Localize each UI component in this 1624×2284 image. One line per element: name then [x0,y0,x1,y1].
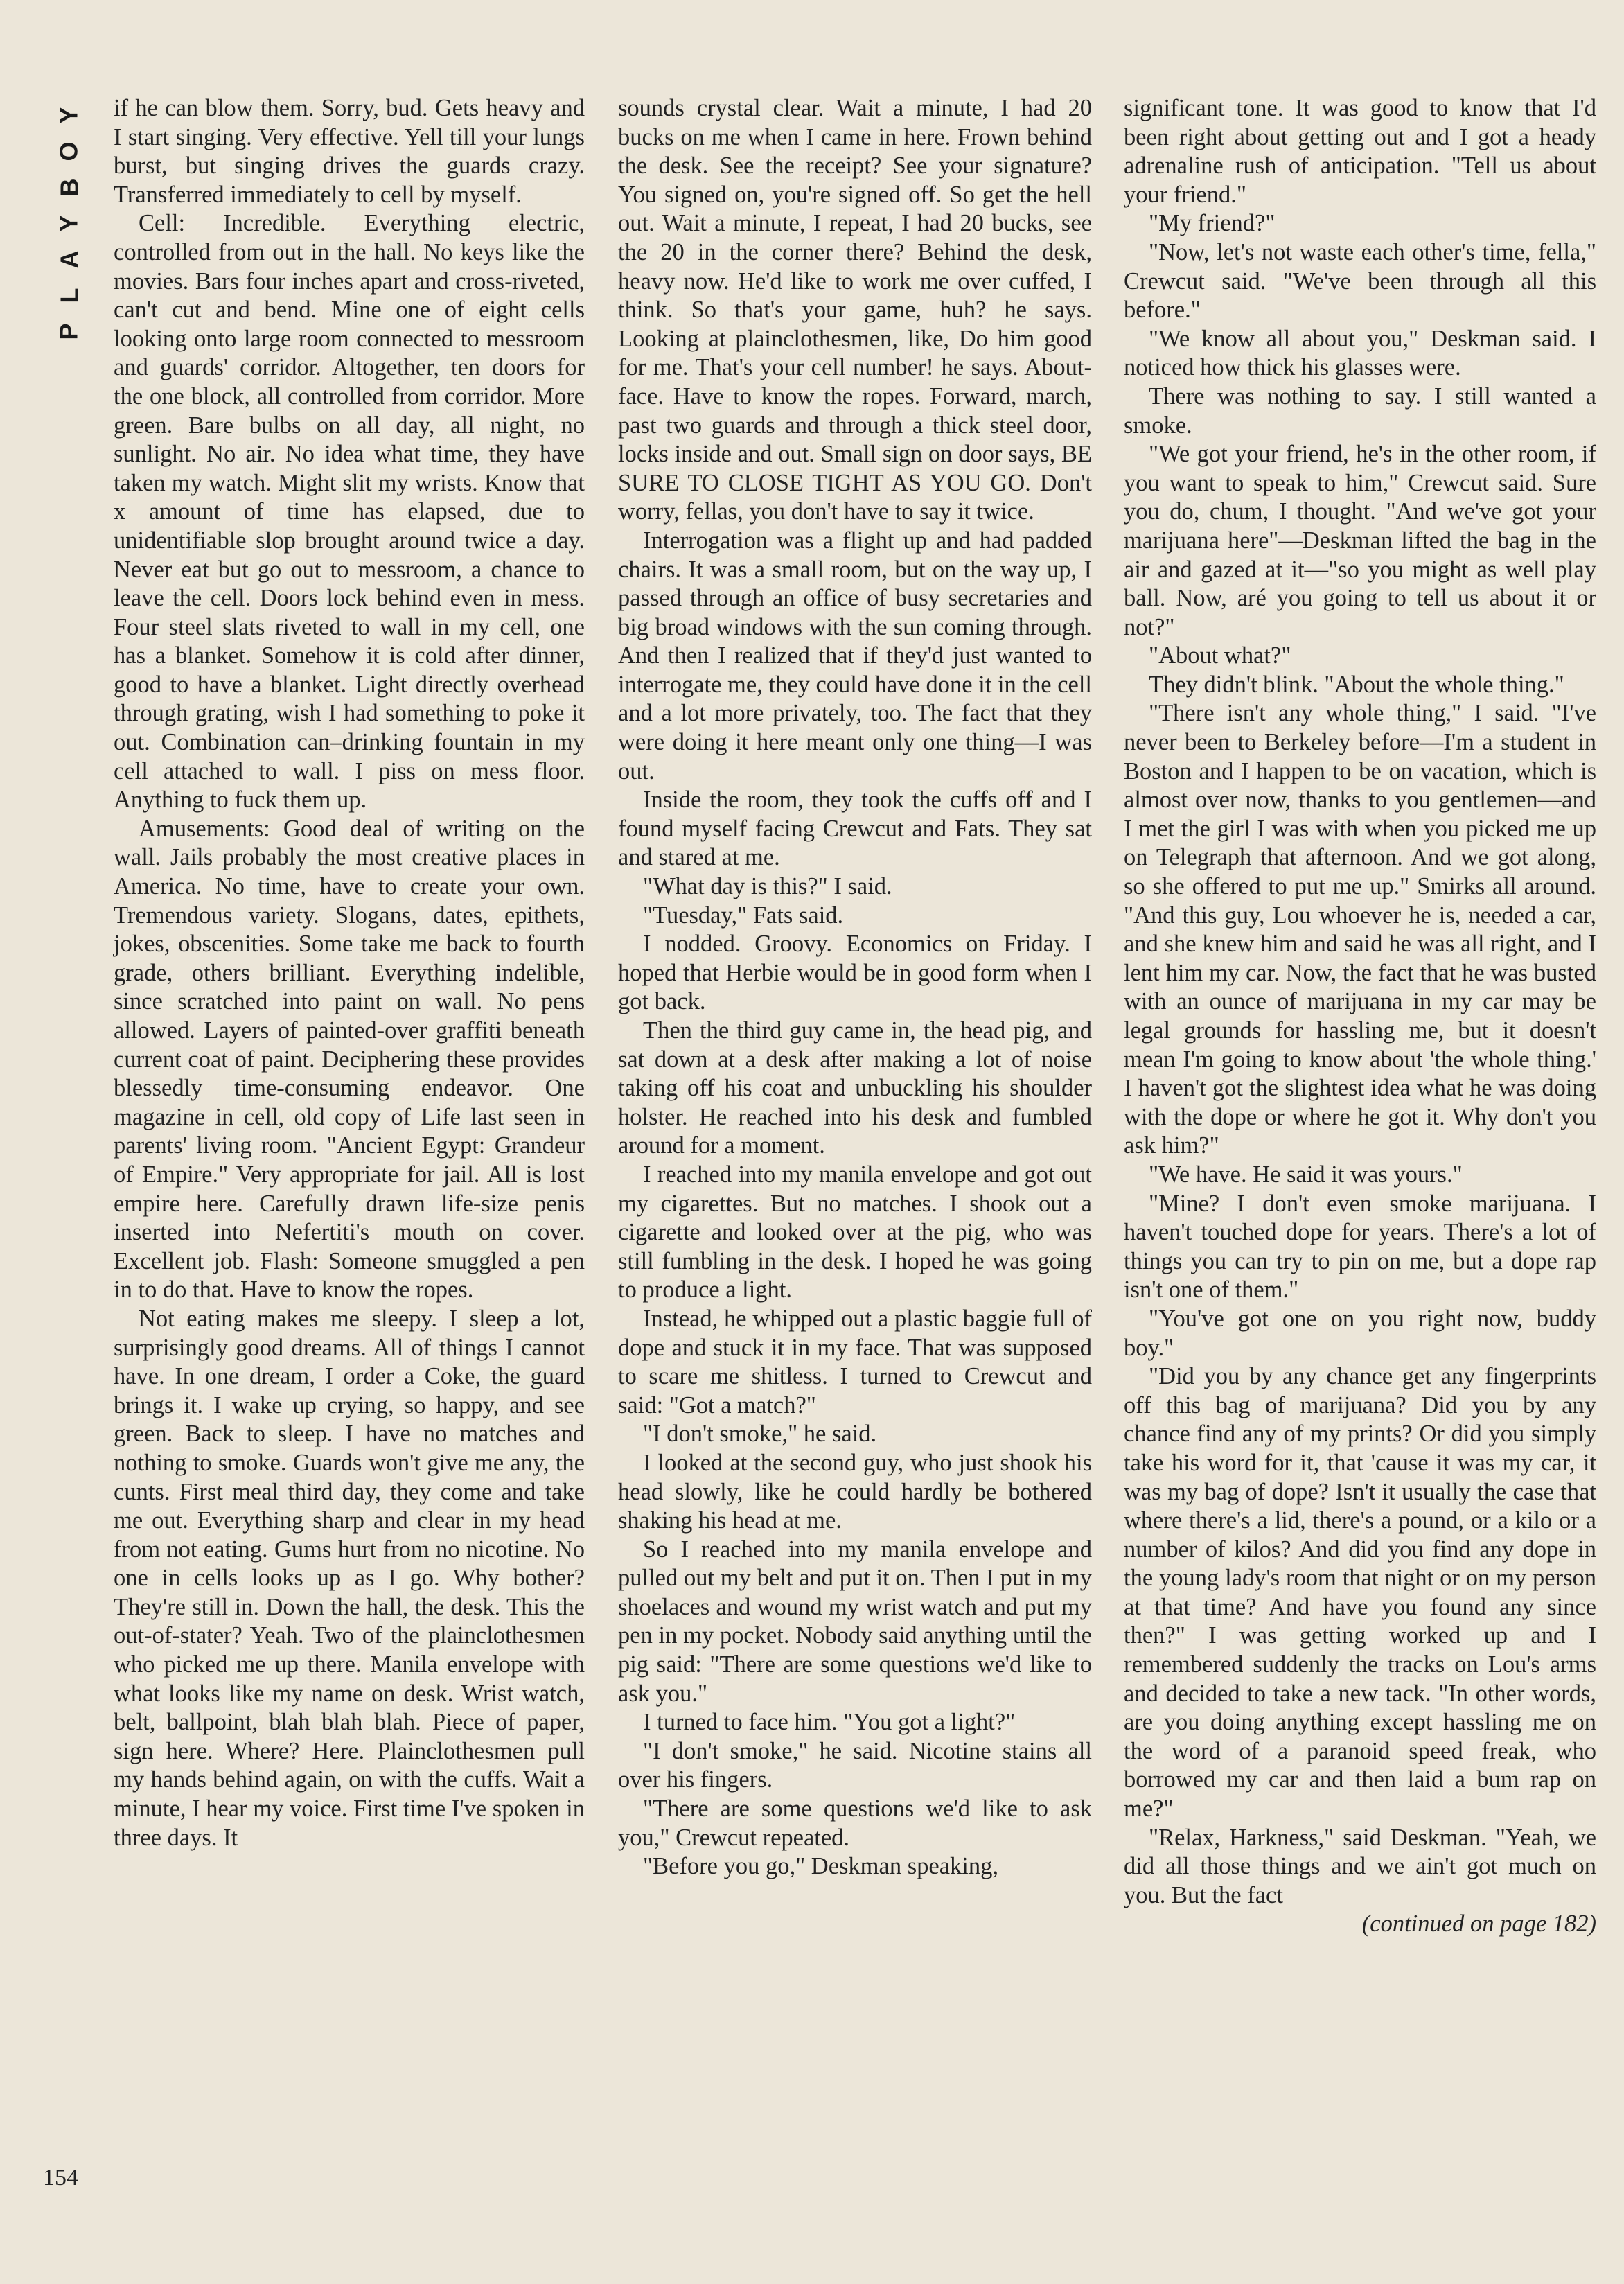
magazine-masthead [54,97,85,349]
masthead-letter: O [54,141,83,161]
masthead-letter: B [55,177,83,197]
paragraph: "My friend?" [1149,210,1276,237]
paragraph: Inside the room, they took the cuffs off and I found myself facing Crewcut and Fats. They sat and stared at me. [618,787,1092,871]
masthead-letter: L [55,287,83,304]
paragraph: "There are some questions we'd like to ask you," Crewcut repeated. [618,1795,1092,1851]
paragraph: "Tuesday," Fats said. [643,902,844,929]
paragraph: "What day is this?" I said. [643,873,892,900]
paragraph: So I reached into my manila envelope and pulled out my belt and put it on. Then I put in my shoelaces and wound my wrist watch and put my pen in my pocket. Nobody said anything until the pig said: "There are some questions we'd like to ask you." [618,1536,1092,1707]
paragraph: "There isn't any whole thing," I said. "I've never been to Berkeley before—I'm a student in Boston and I happen to be on vacation, which is almost over now, thanks to you gentlemen—and I met the girl I was with when you picked me up on Telegraph that afternoon. And we got along, so she offered to put me up." Smirks all around. "And this guy, Lou whoever he is, needed a car, and she knew him and said he was all right, and I lent him my car. Now, the fact that he was busted with an ounce of marijuana in my car may be legal grounds for hassling me, but it doesn't mean I'm going to know about 'the whole thing.' I haven't got the slightest idea what he was doing with the dope or where he got it. Why don't you ask him?" [1124,700,1596,1159]
paragraph: Interrogation was a flight up and had padded chairs. It was a small room, but on the way up, I passed through an office of busy secretaries and big broad windows with the sun coming through. And then I realized that if they'd just wanted to interrogate me, they could have done it in the cell and a lot more privately, too. The fact that they were doing it here meant only one thing—I was out. [618,527,1093,784]
text-column-1 [114,94,585,1852]
paragraph: "Did you by any chance get any fingerprints off this bag of marijuana? Did you by any chance find any of my prints? Or did you simply take his word for it, that 'cause it was my car, it was my bag of dope? Isn't it usually the case that where there's a lid, there's a pound, or a kilo or a number of kilos? And did you find any dope in the young lady's room that night or on my person at that time? And have you found any since then?" I was getting worked up and I remembered suddenly the tracks on Lou's arms and decided to take a new tack. "In other words, are you doing anything except hassling me on the word of a paranoid speed freak, who borrowed my car and then laid a bum rap on me?" [1124,1363,1596,1822]
paragraph: Cell: Incredible. Everything electric, controlled from out in the hall. No keys like the movies. Bars four inches apart and cross-riveted, can't cut and bend. Mine one of eight cells looking onto large room connected to messroom and guards' corridor. Altogether, ten doors for the one block, all controlled from corridor. More green. Bare bulbs on all day, all night, no sunlight. No air. No idea what time, they have taken my watch. Might slit my wrists. Know that x amount of time has elapsed, due to unidentifiable slop brought around twice a day. Never eat but go out to messroom, a chance to leave the cell. Doors lock behind even in mess. Four steel slats riveted to wall in my cell, one has a blanket. Somehow it is cold after dinner, good to have a blanket. Light directly overhead through grating, wish I had something to poke it out. Combination can–drinking fountain in my cell attached to wall. I piss on mess floor. Anything to fuck them up. [114,210,585,814]
paragraph: "Relax, Harkness," said Deskman. "Yeah, we did all those things and we ain't got much on you. But the fact [1124,1824,1596,1908]
paragraph: "We got your friend, he's in the other room, if you want to speak to him," Crewcut said. Sure you do, chum, I thought. "And we've got your marijuana here"—Deskman lifted the bag in the air and gazed at it—"so you might as well play ball. Now, aré you going to tell us about it or not?" [1124,441,1596,640]
continued-note: (continued on page 182) [1361,1910,1596,1938]
masthead-letter: A [55,249,83,269]
paragraph: "Before you go," Deskman speaking, [643,1853,998,1880]
paragraph: "I don't smoke," he said. Nicotine stains all over his fingers. [618,1737,1092,1793]
paragraph: "Mine? I don't even smoke marijuana. I haven't touched dope for years. There's a lot of things you can try to pin on me, but a dope rap isn't one of them." [1124,1190,1596,1303]
masthead-letter: Y [54,106,83,124]
paragraph: significant tone. It was good to know that I'd been right about getting out and I got a heady adrenaline rush of anticipation. "Tell us about your friend." [1124,95,1596,208]
paragraph: sounds crystal clear. Wait a minute, I had 20 bucks on me when I came in here. Frown behind the desk. See the receipt? See your signature? You signed on, you're signed off. So get the hell out. Wait a minute, I repeat, I had 20 bucks, see the 20 in the corner there? Behind the desk, heavy now. He'd like to work me over cuffed, I think. So that's your game, huh? he says. Looking at plainclothesmen, like, Do him good for me. That's your cell number! he says. About-face. Have to know the ropes. Forward, march, past two guards and through a thick steel door, locks inside and out. Small sign on door says, BE SURE TO CLOSE TIGHT AS YOU GO. Don't worry, fellas, you don't have to say it twice. [618,95,1092,525]
paragraph: Then the third guy came in, the head pig, and sat down at a desk after making a lot of noise taking off his coat and unbuckling his shoulder holster. He reached into his desk and fumbled around for a moment. [618,1017,1092,1159]
paragraph: I turned to face him. "You got a light?" [643,1709,1016,1736]
text-column-3 [1124,94,1596,1939]
masthead-letter: Y [54,214,83,232]
paragraph: if he can blow them. Sorry, bud. Gets heavy and I start singing. Very effective. Yell till your lungs burst, but singing drives the guards crazy. Transferred immediately to cell by myself. [114,95,585,208]
paragraph: Amusements: Good deal of writing on the wall. Jails probably the most creative places in America. No time, have to create your own. Tremendous variety. Slogans, dates, epithets, jokes, obscenities. Some take me back to fourth grade, others brilliant. Everything indelible, since scratched into paint on wall. No pens allowed. Layers of painted-over graffiti beneath current coat of paint. Deciphering these provides blessedly time-consuming endeavor. One magazine in cell, old copy of Life last seen in parents' living room. "Ancient Egypt: Grandeur of Empire." Very appropriate for jail. All is lost empire here. Carefully drawn life-size penis inserted into Nefertiti's mouth on cover. Excellent job. Flash: Someone smuggled a pen in to do that. Have to know the ropes. [114,815,585,1303]
paragraph: "We have. He said it was yours." [1149,1161,1463,1188]
paragraph: "Now, let's not waste each other's time, fella," Crewcut said. "We've been through all this before." [1124,238,1596,324]
paragraph: "About what?" [1149,642,1291,669]
paragraph: "I don't smoke," he said. [643,1421,877,1448]
paragraph: I nodded. Groovy. Economics on Friday. I hoped that Herbie would be in good form when I got back. [618,931,1092,1015]
paragraph: I looked at the second guy, who just shook his head slowly, like he could hardly be bothered shaking his head at me. [618,1449,1092,1534]
paragraph: "You've got one on you right now, buddy boy." [1124,1305,1596,1361]
paragraph: "We know all about you," Deskman said. I noticed how thick his glasses were. [1124,325,1596,381]
paragraph: Instead, he whipped out a plastic baggie full of dope and stuck it in my face. That was supposed to scare me shitless. I turned to Crewcut and said: "Got a match?" [618,1305,1092,1418]
paragraph: I reached into my manila envelope and got out my cigarettes. But no matches. I shook out a cigarette and looked over at the pig, who was still fumbling in the desk. I hoped he was going to produce a light. [618,1161,1092,1303]
paragraph: They didn't blink. "About the whole thing." [1149,671,1564,698]
paragraph: There was nothing to say. I still wanted a smoke. [1124,383,1596,439]
text-column-2 [618,94,1092,1881]
text-column-3-body [1124,94,1596,1910]
page-number: 154 [43,2165,78,2190]
paragraph: Not eating makes me sleepy. I sleep a lot, surprisingly good dreams. All of things I cannot have. In one dream, I order a Coke, the guard brings it. I wake up crying, so happy, and see green. Back to sleep. I have no matches and nothing to smoke. Guards won't give me any, the cunts. First meal third day, they come and take me out. Everything sharp and clear in my head from not eating. Gums hurt from no nicotine. No one in cells looks up as I go. Why bother? They're still in. Down the hall, the desk. This the out-of-stater? Yeah. Two of the plainclothesmen who picked me up there. Manila envelope with what looks like my name on desk. Wrist watch, belt, ballpoint, blah blah blah. Piece of paper, sign here. Where? Here. Plainclothesmen pull my hands behind again, on with the cuffs. Wait a minute, I hear my voice. First time I've spoken in three days. It [114,1305,585,1851]
masthead-letter: P [54,322,83,340]
